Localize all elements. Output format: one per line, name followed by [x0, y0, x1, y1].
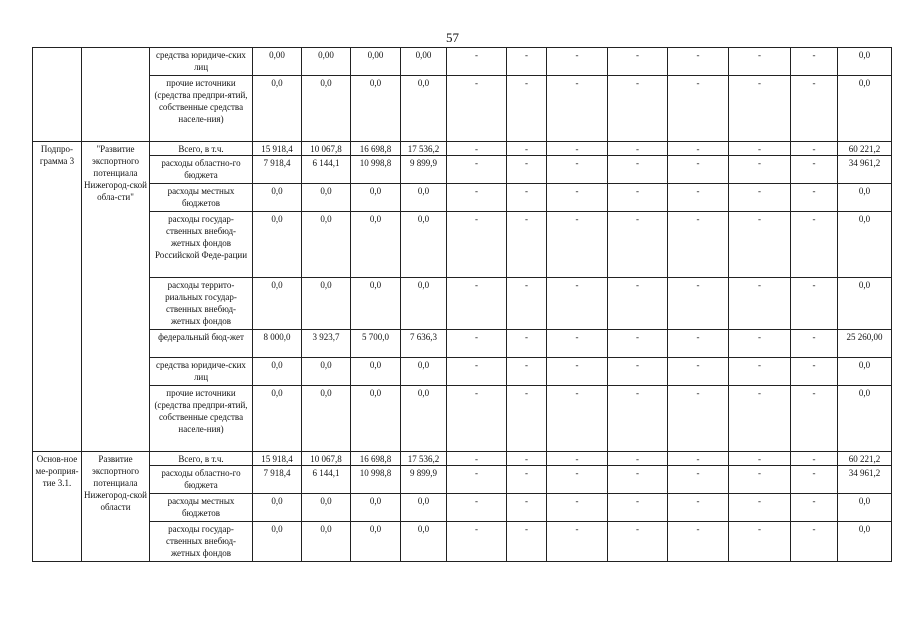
table-row: [33, 358, 892, 386]
funding-source-cell: расходы государ-ственных внебюд-жетных фондов: [150, 522, 253, 562]
dash-cell: -: [791, 278, 838, 330]
value-cell: 0,0: [401, 494, 447, 522]
dash-cell: -: [791, 494, 838, 522]
value-cell: 7 918,4: [253, 156, 302, 184]
table-row: [33, 452, 892, 466]
dash-cell: -: [668, 142, 729, 156]
dash-cell: -: [507, 466, 547, 494]
funding-source-cell: прочие источники (средства предпри-ятий, собственные средства населе-ния): [150, 386, 253, 452]
dash-cell: -: [547, 358, 608, 386]
dash-cell: -: [791, 466, 838, 494]
dash-cell: -: [507, 330, 547, 358]
total-cell: 60 221,2: [838, 452, 892, 466]
dash-cell: -: [791, 358, 838, 386]
dash-cell: -: [547, 142, 608, 156]
budget-table: [32, 47, 892, 562]
dash-cell: -: [547, 386, 608, 452]
dash-cell: -: [729, 142, 791, 156]
dash-cell: -: [507, 494, 547, 522]
dash-cell: -: [507, 278, 547, 330]
value-cell: 0,0: [302, 278, 351, 330]
value-cell: 0,0: [253, 494, 302, 522]
value-cell: 0,0: [351, 358, 401, 386]
dash-cell: -: [729, 156, 791, 184]
dash-cell: -: [791, 184, 838, 212]
dash-cell: -: [729, 452, 791, 466]
dash-cell: -: [507, 358, 547, 386]
dash-cell: -: [608, 76, 668, 142]
dash-cell: -: [608, 522, 668, 562]
dash-cell: -: [668, 386, 729, 452]
dash-cell: -: [791, 452, 838, 466]
dash-cell: -: [791, 330, 838, 358]
item-title-cell: [82, 48, 150, 142]
value-cell: 10 067,8: [302, 142, 351, 156]
value-cell: 3 923,7: [302, 330, 351, 358]
dash-cell: -: [547, 522, 608, 562]
dash-cell: -: [608, 466, 668, 494]
dash-cell: -: [507, 48, 547, 76]
value-cell: 0,0: [351, 212, 401, 278]
value-cell: 0,0: [401, 76, 447, 142]
total-cell: 0,0: [838, 212, 892, 278]
table-row: [33, 48, 892, 76]
value-cell: 0,0: [401, 358, 447, 386]
dash-cell: -: [447, 156, 507, 184]
dash-cell: -: [447, 358, 507, 386]
funding-source-cell: федеральный бюд-жет: [150, 330, 253, 358]
value-cell: 0,0: [302, 522, 351, 562]
value-cell: 6 144,1: [302, 156, 351, 184]
dash-cell: -: [729, 184, 791, 212]
total-cell: 0,0: [838, 494, 892, 522]
dash-cell: -: [547, 76, 608, 142]
dash-cell: -: [729, 358, 791, 386]
item-title-cell: Развитие экспортного потенциала Нижегород-ской области: [82, 452, 150, 562]
value-cell: 0,0: [253, 358, 302, 386]
value-cell: 0,0: [302, 184, 351, 212]
value-cell: 17 536,2: [401, 142, 447, 156]
dash-cell: -: [547, 494, 608, 522]
value-cell: 0,00: [253, 48, 302, 76]
funding-source-cell: расходы местных бюджетов: [150, 184, 253, 212]
dash-cell: -: [608, 386, 668, 452]
dash-cell: -: [608, 330, 668, 358]
dash-cell: -: [608, 494, 668, 522]
total-cell: 0,0: [838, 386, 892, 452]
dash-cell: -: [668, 212, 729, 278]
value-cell: 0,0: [351, 386, 401, 452]
dash-cell: -: [668, 76, 729, 142]
table-row: [33, 278, 892, 330]
value-cell: 16 698,8: [351, 142, 401, 156]
table-row: [33, 522, 892, 562]
dash-cell: -: [608, 212, 668, 278]
value-cell: 0,0: [401, 184, 447, 212]
value-cell: 9 899,9: [401, 156, 447, 184]
dash-cell: -: [447, 522, 507, 562]
value-cell: 0,0: [351, 494, 401, 522]
value-cell: 5 700,0: [351, 330, 401, 358]
value-cell: 0,00: [302, 48, 351, 76]
value-cell: 8 000,0: [253, 330, 302, 358]
value-cell: 0,0: [253, 212, 302, 278]
dash-cell: -: [668, 522, 729, 562]
total-cell: 0,0: [838, 522, 892, 562]
item-title-cell: "Развитие экспортного потенциала Нижегород-ской обла-сти": [82, 142, 150, 452]
funding-source-cell: расходы террито-риальных государ-ственных внебюд-жетных фондов: [150, 278, 253, 330]
funding-source-cell: средства юридиче-ских лиц: [150, 358, 253, 386]
dash-cell: -: [507, 184, 547, 212]
value-cell: 0,0: [401, 278, 447, 330]
dash-cell: -: [729, 522, 791, 562]
dash-cell: -: [791, 522, 838, 562]
dash-cell: -: [729, 466, 791, 494]
dash-cell: -: [447, 494, 507, 522]
value-cell: 6 144,1: [302, 466, 351, 494]
dash-cell: -: [507, 76, 547, 142]
dash-cell: -: [547, 330, 608, 358]
value-cell: 0,00: [401, 48, 447, 76]
table-row: [33, 494, 892, 522]
value-cell: 0,0: [401, 386, 447, 452]
dash-cell: -: [668, 452, 729, 466]
funding-source-cell: расходы областно-го бюджета: [150, 466, 253, 494]
dash-cell: -: [507, 142, 547, 156]
value-cell: 0,0: [253, 522, 302, 562]
funding-source-cell: Всего, в т.ч.: [150, 142, 253, 156]
value-cell: 7 918,4: [253, 466, 302, 494]
table-row: [33, 386, 892, 452]
dash-cell: -: [729, 386, 791, 452]
table-row: [33, 330, 892, 358]
dash-cell: -: [791, 48, 838, 76]
total-cell: 60 221,2: [838, 142, 892, 156]
value-cell: 0,0: [302, 76, 351, 142]
funding-source-cell: расходы государ-ственных внебюд-жетных фондов Российской Феде-рации: [150, 212, 253, 278]
funding-source-cell: расходы областно-го бюджета: [150, 156, 253, 184]
value-cell: 15 918,4: [253, 452, 302, 466]
page-number: 57: [446, 30, 459, 45]
funding-source-cell: средства юридиче-ских лиц: [150, 48, 253, 76]
total-cell: 0,0: [838, 358, 892, 386]
value-cell: 0,0: [302, 494, 351, 522]
dash-cell: -: [791, 212, 838, 278]
total-cell: 0,0: [838, 184, 892, 212]
value-cell: 0,00: [351, 48, 401, 76]
dash-cell: -: [668, 278, 729, 330]
dash-cell: -: [447, 330, 507, 358]
dash-cell: -: [447, 76, 507, 142]
dash-cell: -: [668, 48, 729, 76]
item-code-cell: Подпро-грамма 3: [33, 142, 82, 452]
dash-cell: -: [608, 142, 668, 156]
dash-cell: -: [507, 522, 547, 562]
dash-cell: -: [507, 156, 547, 184]
value-cell: 15 918,4: [253, 142, 302, 156]
value-cell: 0,0: [253, 278, 302, 330]
dash-cell: -: [729, 278, 791, 330]
dash-cell: -: [447, 48, 507, 76]
dash-cell: -: [547, 212, 608, 278]
item-code-cell: Основ-ное ме-роприя-тие 3.1.: [33, 452, 82, 562]
funding-source-cell: прочие источники (средства предпри-ятий, собственные средства населе-ния): [150, 76, 253, 142]
funding-source-cell: расходы местных бюджетов: [150, 494, 253, 522]
dash-cell: -: [668, 184, 729, 212]
funding-source-cell: Всего, в т.ч.: [150, 452, 253, 466]
dash-cell: -: [547, 48, 608, 76]
dash-cell: -: [668, 466, 729, 494]
dash-cell: -: [668, 156, 729, 184]
value-cell: 9 899,9: [401, 466, 447, 494]
dash-cell: -: [447, 142, 507, 156]
dash-cell: -: [447, 212, 507, 278]
dash-cell: -: [547, 156, 608, 184]
dash-cell: -: [608, 156, 668, 184]
value-cell: 0,0: [351, 76, 401, 142]
dash-cell: -: [729, 330, 791, 358]
value-cell: 7 636,3: [401, 330, 447, 358]
dash-cell: -: [668, 330, 729, 358]
value-cell: 10 998,8: [351, 156, 401, 184]
dash-cell: -: [447, 452, 507, 466]
item-code-cell: [33, 48, 82, 142]
value-cell: 0,0: [302, 386, 351, 452]
dash-cell: -: [507, 386, 547, 452]
dash-cell: -: [547, 184, 608, 212]
table-row: [33, 76, 892, 142]
value-cell: 0,0: [351, 278, 401, 330]
dash-cell: -: [608, 278, 668, 330]
value-cell: 16 698,8: [351, 452, 401, 466]
total-cell: 0,0: [838, 278, 892, 330]
dash-cell: -: [791, 386, 838, 452]
value-cell: 0,0: [351, 522, 401, 562]
dash-cell: -: [547, 466, 608, 494]
dash-cell: -: [447, 278, 507, 330]
value-cell: 0,0: [302, 212, 351, 278]
table-row: [33, 466, 892, 494]
total-cell: 0,0: [838, 48, 892, 76]
dash-cell: -: [447, 386, 507, 452]
value-cell: 0,0: [302, 358, 351, 386]
total-cell: 34 961,2: [838, 466, 892, 494]
dash-cell: -: [791, 142, 838, 156]
dash-cell: -: [791, 76, 838, 142]
dash-cell: -: [729, 48, 791, 76]
total-cell: 25 260,00: [838, 330, 892, 358]
table-row: [33, 184, 892, 212]
dash-cell: -: [447, 184, 507, 212]
value-cell: 10 067,8: [302, 452, 351, 466]
dash-cell: -: [608, 358, 668, 386]
dash-cell: -: [507, 212, 547, 278]
dash-cell: -: [729, 76, 791, 142]
value-cell: 0,0: [401, 522, 447, 562]
table-row: [33, 156, 892, 184]
dash-cell: -: [608, 184, 668, 212]
dash-cell: -: [668, 358, 729, 386]
total-cell: 34 961,2: [838, 156, 892, 184]
dash-cell: -: [668, 494, 729, 522]
dash-cell: -: [547, 452, 608, 466]
table-row: [33, 212, 892, 278]
dash-cell: -: [447, 466, 507, 494]
value-cell: 0,0: [253, 76, 302, 142]
dash-cell: -: [791, 156, 838, 184]
value-cell: 0,0: [401, 212, 447, 278]
dash-cell: -: [729, 494, 791, 522]
dash-cell: -: [547, 278, 608, 330]
value-cell: 0,0: [253, 386, 302, 452]
value-cell: 0,0: [253, 184, 302, 212]
value-cell: 17 536,2: [401, 452, 447, 466]
dash-cell: -: [608, 48, 668, 76]
value-cell: 10 998,8: [351, 466, 401, 494]
value-cell: 0,0: [351, 184, 401, 212]
total-cell: 0,0: [838, 76, 892, 142]
dash-cell: -: [608, 452, 668, 466]
dash-cell: -: [729, 212, 791, 278]
table-row: [33, 142, 892, 156]
dash-cell: -: [507, 452, 547, 466]
